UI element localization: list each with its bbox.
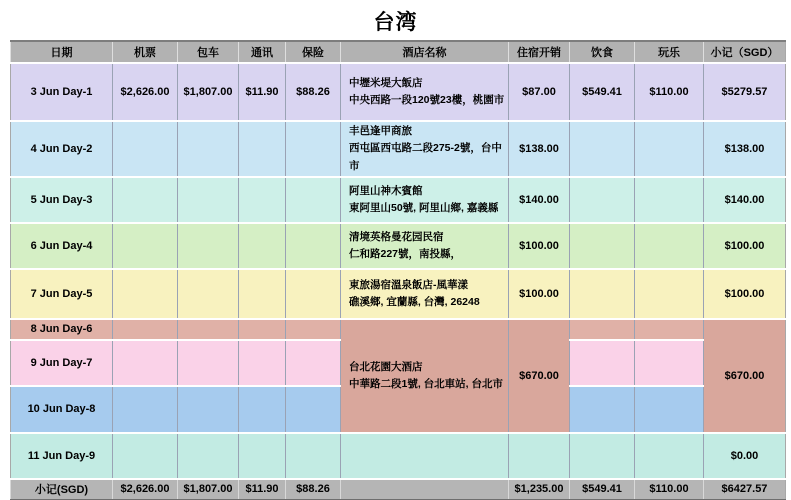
food-cell[interactable] [570, 340, 635, 386]
play-cell[interactable]: $110.00 [635, 63, 704, 121]
table-row-day4 [11, 223, 786, 269]
play-cell[interactable] [635, 340, 704, 386]
subtotal-cell[interactable]: $0.00 [704, 433, 786, 479]
insurance-cell[interactable]: $88.26 [286, 63, 341, 121]
date-cell[interactable]: 7 Jun Day-5 [11, 269, 113, 319]
summary-play[interactable]: $110.00 [635, 479, 704, 500]
food-cell[interactable] [570, 433, 635, 479]
play-cell[interactable] [635, 386, 704, 433]
hotel-name: 阿里山神木賓館 [349, 184, 423, 197]
subtotal-cell[interactable]: $100.00 [704, 223, 786, 269]
trip-budget-table [10, 40, 786, 500]
hotel-name: 中壢米堤大飯店 [349, 76, 423, 89]
telecom-cell[interactable] [239, 433, 286, 479]
insurance-cell[interactable] [286, 340, 341, 386]
hotel-address: 西屯區西屯路二段275-2號，台中市 [349, 142, 502, 172]
header-cell-date[interactable]: 日期 [11, 41, 113, 63]
page-title: 台湾 [373, 11, 418, 34]
hotel-address: 礁溪鄉, 宜蘭縣, 台灣, 26248 [349, 295, 480, 308]
telecom-cell[interactable] [239, 223, 286, 269]
hotel-cell[interactable] [341, 63, 509, 121]
hotel-address: 中央西路一段120號23樓，桃園市 [349, 94, 505, 106]
flight-cell[interactable] [113, 386, 178, 433]
date-cell[interactable]: 6 Jun Day-4 [11, 223, 113, 269]
flight-cell[interactable] [113, 319, 178, 340]
hotel-name: 台北花園大酒店 [349, 360, 423, 373]
telecom-cell[interactable] [239, 177, 286, 223]
summary-total[interactable]: $6427.57 [704, 479, 786, 500]
food-cell[interactable] [570, 319, 635, 340]
subtotal-cell[interactable]: $138.00 [704, 121, 786, 177]
hotel-name: 丰邑逢甲商旅 [349, 125, 412, 137]
car-cell[interactable] [178, 319, 239, 340]
summary-telecom[interactable]: $11.90 [239, 479, 286, 500]
car-cell[interactable] [178, 340, 239, 386]
summary-insurance[interactable]: $88.26 [286, 479, 341, 500]
insurance-cell[interactable] [286, 177, 341, 223]
lodging-cell[interactable]: $140.00 [509, 177, 570, 223]
car-cell[interactable] [178, 177, 239, 223]
play-cell[interactable] [635, 223, 704, 269]
telecom-cell[interactable] [239, 319, 286, 340]
hotel-address: 中華路二段1號, 台北車站, 台北市 [349, 377, 504, 390]
car-cell[interactable] [178, 386, 239, 433]
flight-cell[interactable] [113, 223, 178, 269]
subtotal-cell[interactable]: $140.00 [704, 177, 786, 223]
date-cell[interactable]: 9 Jun Day-7 [11, 340, 113, 386]
insurance-cell[interactable] [286, 121, 341, 177]
car-cell[interactable] [178, 223, 239, 269]
play-cell[interactable] [635, 319, 704, 340]
subtotal-cell[interactable]: $100.00 [704, 269, 786, 319]
header-cell-play[interactable]: 玩乐 [635, 41, 704, 63]
hotel-cell[interactable] [341, 269, 509, 319]
table-row-day3 [11, 177, 786, 223]
flight-cell[interactable] [113, 269, 178, 319]
flight-cell[interactable] [113, 177, 178, 223]
food-cell[interactable] [570, 269, 635, 319]
food-cell[interactable] [570, 386, 635, 433]
table-row-day5 [11, 269, 786, 319]
flight-cell[interactable] [113, 340, 178, 386]
lodging-cell[interactable]: $100.00 [509, 223, 570, 269]
play-cell[interactable] [635, 433, 704, 479]
date-cell[interactable]: 4 Jun Day-2 [11, 121, 113, 177]
lodging-cell[interactable] [509, 433, 570, 479]
subtotal-cell-merged[interactable]: $670.00 [704, 319, 786, 433]
hotel-cell[interactable] [341, 433, 509, 479]
table-row-day9 [11, 433, 786, 479]
telecom-cell[interactable] [239, 269, 286, 319]
insurance-cell[interactable] [286, 433, 341, 479]
car-cell[interactable] [178, 433, 239, 479]
car-cell[interactable]: $1,807.00 [178, 63, 239, 121]
table-row-day2 [11, 121, 786, 177]
telecom-cell[interactable] [239, 340, 286, 386]
header-cell-flight[interactable]: 机票 [113, 41, 178, 63]
header-cell-food[interactable]: 饮食 [570, 41, 635, 63]
telecom-cell[interactable]: $11.90 [239, 63, 286, 121]
telecom-cell[interactable] [239, 121, 286, 177]
summary-flight[interactable]: $2,626.00 [113, 479, 178, 500]
lodging-cell[interactable]: $87.00 [509, 63, 570, 121]
hotel-address: 東阿里山50號, 阿里山鄉, 嘉義縣 [349, 201, 499, 214]
hotel-cell[interactable] [341, 223, 509, 269]
insurance-cell[interactable] [286, 386, 341, 433]
food-cell[interactable]: $549.41 [570, 63, 635, 121]
table-row-day6 [11, 319, 786, 340]
lodging-cell[interactable]: $100.00 [509, 269, 570, 319]
play-cell[interactable] [635, 269, 704, 319]
food-cell[interactable] [570, 121, 635, 177]
food-cell[interactable] [570, 223, 635, 269]
food-cell[interactable] [570, 177, 635, 223]
hotel-cell[interactable] [341, 177, 509, 223]
date-cell[interactable]: 11 Jun Day-9 [11, 433, 113, 479]
lodging-cell-merged[interactable]: $670.00 [509, 319, 570, 433]
hotel-name: 東旅湯宿溫泉飯店-風華漾 [349, 278, 468, 291]
header-cell-insurance[interactable]: 保险 [286, 41, 341, 63]
insurance-cell[interactable] [286, 319, 341, 340]
table-row-day1 [11, 63, 786, 121]
summary-food[interactable]: $549.41 [570, 479, 635, 500]
date-cell[interactable]: 3 Jun Day-1 [11, 63, 113, 121]
insurance-cell[interactable] [286, 269, 341, 319]
date-cell[interactable]: 10 Jun Day-8 [11, 386, 113, 433]
subtotal-cell[interactable]: $5279.57 [704, 63, 786, 121]
play-cell[interactable] [635, 177, 704, 223]
hotel-name: 清境英格曼花园民宿 [349, 230, 444, 243]
hotel-address: 仁和路227號，南投縣， [349, 247, 462, 260]
telecom-cell[interactable] [239, 386, 286, 433]
header-cell-lodging[interactable]: 住宿开销 [509, 41, 570, 63]
car-cell[interactable] [178, 269, 239, 319]
hotel-cell-merged[interactable] [341, 319, 509, 433]
summary-label[interactable]: 小记(SGD) [11, 479, 113, 500]
hotel-cell[interactable] [341, 121, 509, 177]
summary-lodging[interactable]: $1,235.00 [509, 479, 570, 500]
date-cell[interactable]: 5 Jun Day-3 [11, 177, 113, 223]
flight-cell[interactable] [113, 433, 178, 479]
header-row [11, 41, 786, 63]
flight-cell[interactable] [113, 121, 178, 177]
summary-hotel[interactable] [341, 479, 509, 500]
insurance-cell[interactable] [286, 223, 341, 269]
date-cell[interactable]: 8 Jun Day-6 [11, 319, 113, 340]
header-cell-telecom[interactable]: 通讯 [239, 41, 286, 63]
lodging-cell[interactable]: $138.00 [509, 121, 570, 177]
header-cell-hotel[interactable]: 酒店名称 [341, 41, 509, 63]
car-cell[interactable] [178, 121, 239, 177]
summary-car[interactable]: $1,807.00 [178, 479, 239, 500]
play-cell[interactable] [635, 121, 704, 177]
flight-cell[interactable]: $2,626.00 [113, 63, 178, 121]
header-cell-subtotal[interactable]: 小记（SGD） [704, 41, 786, 63]
summary-row [11, 479, 786, 500]
header-cell-car[interactable]: 包车 [178, 41, 239, 63]
